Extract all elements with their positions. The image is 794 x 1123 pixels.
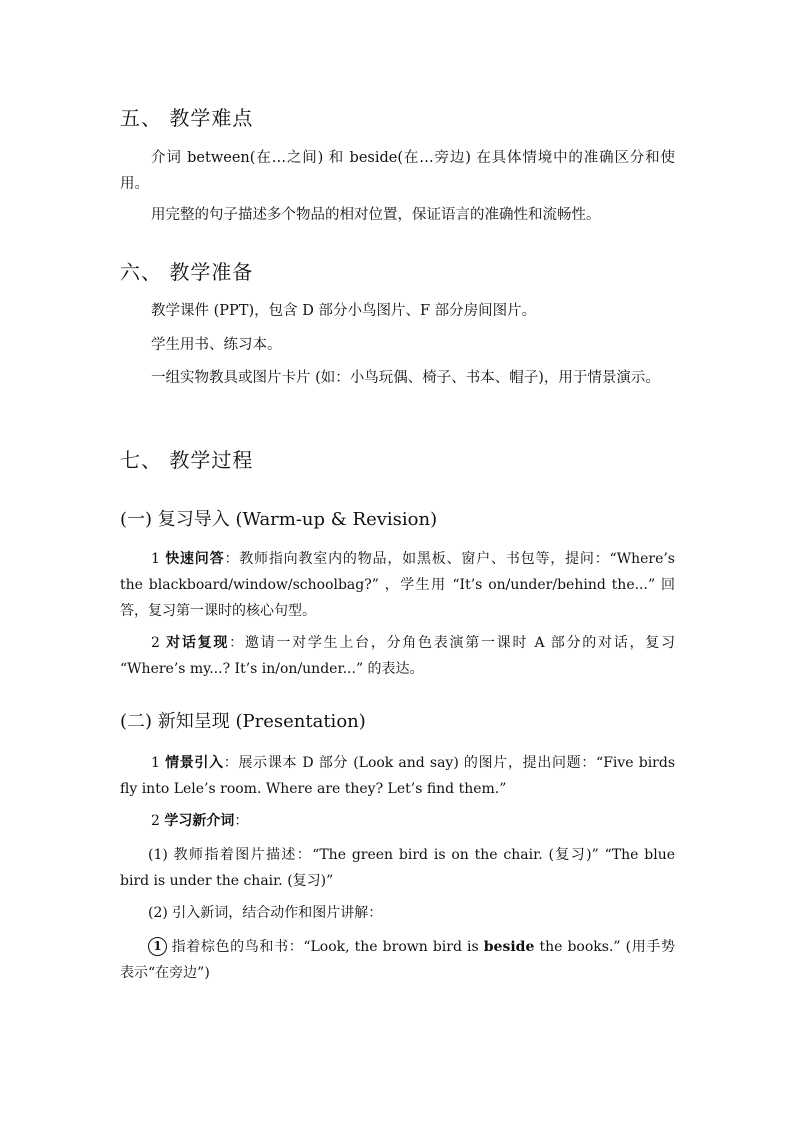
- list-item: 1 快速问答：教师指向教室内的物品，如黑板、窗户、书包等，提问：“Where’s the blackboard/window/schoolbag?” ，学生用 “It’s on/under/behind the...” 回答，复习第一课时的核心句型。: [120, 551, 675, 619]
- subsection-heading-presentation: (二) 新知呈现 (Presentation): [120, 711, 366, 732]
- circled-number-marker: 1: [148, 937, 167, 956]
- list-item: 1 情景引入：展示课本 D 部分 (Look and say) 的图片，提出问题：“Five birds fly into Lele’s room. Where are they? Let’s find them.”: [120, 755, 676, 797]
- list-item: 1 指着棕色的鸟和书：“Look, the brown bird is beside the books.” (用手势表示“在旁边”): [120, 939, 675, 981]
- list-item: (1) 教师指着图片描述：“The green bird is on the chair. (复习)” “The blue bird is under the chair. (复习)”: [120, 847, 675, 889]
- subsection-heading-warmup: (一) 复习导入 (Warm-up & Revision): [120, 509, 438, 530]
- paragraph: 学生用书、练习本。: [151, 337, 282, 353]
- paragraph: 一组实物教具或图片卡片 (如：小鸟玩偶、椅子、书本、帽子)，用于情景演示。: [151, 370, 660, 386]
- paragraph: 用完整的句子描述多个物品的相对位置，保证语言的准确性和流畅性。: [151, 207, 601, 223]
- section-heading-difficulties: 五、 教学难点: [120, 106, 254, 130]
- paragraph: 介词 between(在…之间) 和 beside(在…旁边) 在具体情境中的准确区分和使用。: [120, 150, 675, 192]
- paragraph: 教学课件 (PPT)，包含 D 部分小鸟图片、F 部分房间图片。: [151, 303, 537, 319]
- section-heading-preparation: 六、 教学准备: [120, 260, 254, 284]
- section-heading-process: 七、 教学过程: [120, 448, 254, 472]
- list-item: 2 对话复现：邀请一对学生上台，分角色表演第一课时 A 部分的对话，复习 “Where’s my...? It’s in/on/under...” 的表达。: [120, 635, 675, 677]
- list-item: (2) 引入新词，结合动作和图片讲解：: [148, 905, 383, 921]
- list-item: 2 学习新介词：: [151, 813, 249, 829]
